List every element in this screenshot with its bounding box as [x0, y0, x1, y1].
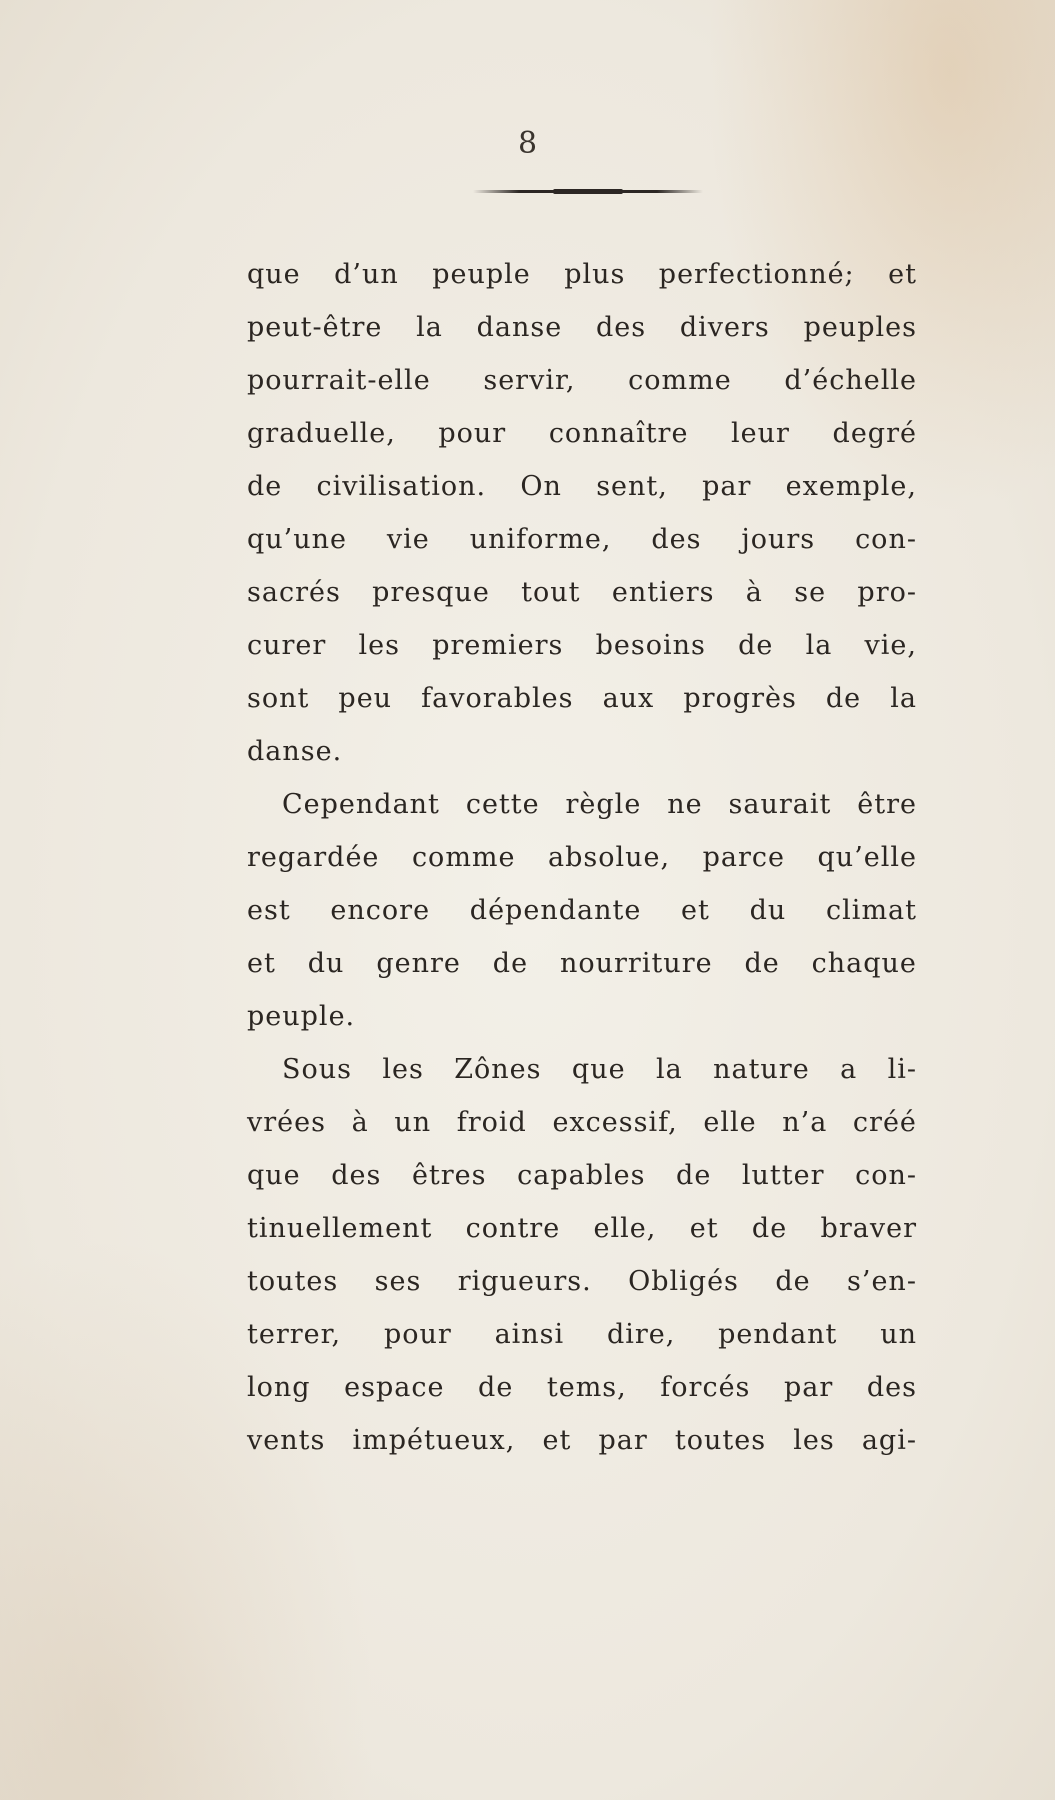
- text-line-16: [247, 1043, 917, 1096]
- word: les: [358, 630, 401, 661]
- word: elle: [703, 1107, 757, 1138]
- word: regardée: [247, 842, 380, 873]
- word: se: [794, 577, 827, 608]
- word: d’un: [334, 259, 399, 290]
- word: presque: [372, 577, 490, 608]
- word: de: [478, 1372, 514, 1403]
- word: sent,: [596, 471, 668, 502]
- word: que: [247, 1160, 301, 1191]
- word: On: [520, 471, 562, 502]
- word: dépendante: [469, 895, 642, 926]
- word: tout: [521, 577, 581, 608]
- word: de: [738, 630, 774, 661]
- word: la: [655, 1054, 683, 1085]
- word: et: [888, 259, 917, 290]
- text-line-6: [247, 513, 917, 566]
- word: pour: [438, 418, 507, 449]
- header-rule: [473, 190, 703, 193]
- word: par: [598, 1425, 648, 1456]
- word: qu’une: [247, 524, 348, 555]
- word: contre: [465, 1213, 561, 1244]
- text-line-7: [247, 566, 917, 619]
- word: parce: [702, 842, 785, 873]
- word: Zônes: [454, 1054, 542, 1085]
- text-line-3: [247, 354, 917, 407]
- text-line-2: [247, 301, 917, 354]
- word: servir,: [483, 365, 576, 396]
- word: être: [857, 789, 917, 820]
- word: vents: [247, 1425, 326, 1456]
- word: degré: [832, 418, 917, 449]
- word: peu: [338, 683, 393, 714]
- word: Sous: [282, 1054, 352, 1085]
- word: que: [247, 259, 301, 290]
- word: de: [492, 948, 529, 979]
- word: et: [689, 1213, 719, 1244]
- body-text: [247, 248, 917, 1467]
- word: par: [783, 1372, 834, 1403]
- word: s’en-: [847, 1266, 917, 1297]
- word: pro-: [857, 577, 917, 608]
- word: à: [351, 1107, 369, 1138]
- text-line-8: [247, 619, 917, 672]
- word: des: [331, 1160, 382, 1191]
- word: li-: [887, 1054, 917, 1085]
- text-line-18: [247, 1149, 917, 1202]
- word: des: [866, 1372, 917, 1403]
- text-line-11: [247, 778, 917, 831]
- word: perfectionné;: [658, 259, 855, 290]
- word: connaître: [548, 418, 689, 449]
- text-line-4: [247, 407, 917, 460]
- text-line-20: [247, 1255, 917, 1308]
- word: con-: [855, 1160, 917, 1191]
- word: saurait: [728, 789, 832, 820]
- word: créé: [852, 1107, 917, 1138]
- text-line-5: [247, 460, 917, 513]
- word: vie,: [864, 630, 917, 661]
- word: des: [651, 524, 702, 555]
- word: et: [542, 1425, 572, 1456]
- word: Obligés: [628, 1266, 739, 1297]
- word: leur: [731, 418, 790, 449]
- word: vrées: [247, 1107, 326, 1138]
- text-line-14: [247, 937, 917, 990]
- word: premiers: [432, 630, 564, 661]
- word: elle,: [593, 1213, 657, 1244]
- word: des: [595, 312, 647, 343]
- word: de: [744, 948, 780, 979]
- word: agi-: [861, 1425, 917, 1456]
- word: curer: [247, 630, 327, 661]
- word: encore: [330, 895, 431, 926]
- word: de: [676, 1160, 712, 1191]
- word: la: [890, 683, 917, 714]
- word: êtres: [411, 1160, 487, 1191]
- text-line-13: [247, 884, 917, 937]
- word: d’échelle: [784, 365, 917, 396]
- text-line-12: [247, 831, 917, 884]
- word: vie: [386, 524, 430, 555]
- word: jours: [741, 524, 816, 555]
- word: excessif,: [552, 1107, 678, 1138]
- word: de: [247, 471, 283, 502]
- word: que: [571, 1054, 626, 1085]
- word: civilisation.: [316, 471, 487, 502]
- word: un: [880, 1319, 917, 1350]
- word: genre: [376, 948, 461, 979]
- word: pourrait-elle: [247, 365, 431, 396]
- word: forcés: [660, 1372, 751, 1403]
- word: peuple: [432, 259, 531, 290]
- word: Cependant: [282, 789, 440, 820]
- word: exemple,: [785, 471, 917, 502]
- word: plus: [564, 259, 626, 290]
- word: qu’elle: [817, 842, 917, 873]
- word: rigueurs.: [457, 1266, 592, 1297]
- word: de: [825, 683, 862, 714]
- word: chaque: [811, 948, 917, 979]
- word: absolue,: [548, 842, 671, 873]
- word: ainsi: [494, 1319, 565, 1350]
- text-line-21: [247, 1308, 917, 1361]
- word: les: [382, 1054, 424, 1085]
- word: et: [247, 948, 276, 979]
- word: la: [805, 630, 833, 661]
- word: impétueux,: [352, 1425, 516, 1456]
- word: entiers: [611, 577, 715, 608]
- word: de: [751, 1213, 788, 1244]
- word: règle: [565, 789, 642, 820]
- word: pour: [383, 1319, 452, 1350]
- word: toutes: [674, 1425, 767, 1456]
- word: con-: [855, 524, 917, 555]
- word: nourriture: [559, 948, 713, 979]
- page-number: 8: [517, 126, 538, 161]
- word: les: [793, 1425, 835, 1456]
- text-line-19: [247, 1202, 917, 1255]
- word: uniforme,: [469, 524, 612, 555]
- word: froid: [456, 1107, 527, 1138]
- text-line-23: [247, 1414, 917, 1467]
- word: danse: [476, 312, 563, 343]
- word: du: [749, 895, 787, 926]
- word: comme: [411, 842, 516, 873]
- word: divers: [679, 312, 770, 343]
- word: et: [681, 895, 710, 926]
- word: est: [247, 895, 291, 926]
- word: a: [840, 1054, 858, 1085]
- word: nature: [713, 1054, 810, 1085]
- word: climat: [826, 895, 917, 926]
- word: tems,: [546, 1372, 627, 1403]
- word: comme: [628, 365, 732, 396]
- word: besoins: [595, 630, 706, 661]
- word: espace: [344, 1372, 445, 1403]
- text-line-1: [247, 248, 917, 301]
- word: sacrés: [247, 577, 341, 608]
- text-line-9: [247, 672, 917, 725]
- text-line-10: [247, 725, 917, 778]
- word: peut-être: [247, 312, 383, 343]
- word: toutes: [247, 1266, 339, 1297]
- word: ses: [374, 1266, 422, 1297]
- word: favorables: [421, 683, 574, 714]
- word: à: [745, 577, 763, 608]
- word: peuples: [803, 312, 917, 343]
- word: pendant: [718, 1319, 838, 1350]
- word: graduelle,: [247, 418, 396, 449]
- word: braver: [820, 1213, 917, 1244]
- word: tinuellement: [247, 1213, 433, 1244]
- word: cette: [465, 789, 540, 820]
- word: terrer,: [247, 1319, 342, 1350]
- word: long: [247, 1372, 311, 1403]
- text-line-17: [247, 1096, 917, 1149]
- word: sont: [247, 683, 310, 714]
- word: la: [416, 312, 443, 343]
- word: dire,: [606, 1319, 676, 1350]
- word: n’a: [782, 1107, 828, 1138]
- word: ne: [667, 789, 703, 820]
- word: aux: [602, 683, 655, 714]
- word: lutter: [741, 1160, 825, 1191]
- word: du: [307, 948, 345, 979]
- word: un: [394, 1107, 432, 1138]
- word: danse.: [247, 736, 343, 767]
- word: par: [702, 471, 752, 502]
- word: capables: [517, 1160, 646, 1191]
- word: peuple.: [247, 1001, 356, 1032]
- word: progrès: [683, 683, 797, 714]
- text-line-15: [247, 990, 917, 1043]
- text-line-22: [247, 1361, 917, 1414]
- word: de: [775, 1266, 811, 1297]
